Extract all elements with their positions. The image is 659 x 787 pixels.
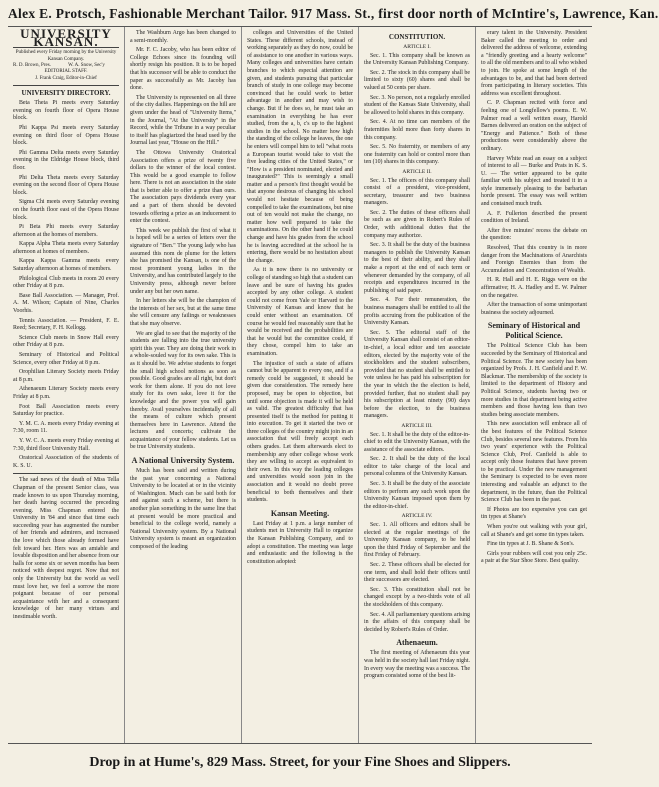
editorial-paragraphs xyxy=(130,30,236,452)
article-paragraph: As it is now there is no university or college of standing so high that a student can leave and be sure of having his grades accepted by any other college. A student could not come from Yale or Harvard to the University of Kansas and know that he could enter without an examination. Of course he would feel reasonably sure that he would be received and the probabilities are that he would but the committee could, if they chose, compel him to take an examination. xyxy=(247,267,354,357)
article-paragraph: Last Friday at 1 p.m. a large number of students met in University Hall to organize the Kansan Publishing Company, and to adopt a constitution. The meeting was large and enthusiastic and the following is the constitution adopted: xyxy=(247,520,353,565)
article-paragraph: The first meeting of Athenaeum this year was held in the society hall last Friday night. In every way the meeting was a success. The program consisted some of the best lit- xyxy=(364,650,470,680)
column-5 xyxy=(476,27,592,743)
directory-entry: Y. W. C. A. meets every Friday evening at 7:30, third floor University Hall. xyxy=(13,437,119,452)
editorial-paragraph: In her letters she will be the champion of the interests of her sex, but at the same time she will censure any failings or weaknesses that she may observe. xyxy=(130,298,236,327)
directory-entry: Kappa Kappa Gamma meets every Saturday afternoon at homes of members. xyxy=(13,258,119,273)
columns-container xyxy=(8,26,592,744)
article-paragraph: Fine tin types at J. B. Shane & Son's. xyxy=(487,541,575,548)
directory-entry: Y. M. C. A. meets every Friday evening at 7:30, room 11. xyxy=(13,420,119,435)
directory-entry: Beta Theta Pi meets every Saturday evening on fourth floor of Opera House block. xyxy=(13,100,119,122)
constitution-section: Sec. 4. All parliamentary questions arising in the affairs of this company shall be decided by Robert's Rules of Order. xyxy=(364,611,470,633)
editorial-paragraph: This week we publish the first of what it is hoped will be a series of letters over the signature of "Ben." The young lady who has assumed this nom de plume for the letters she has promised the Kansan, is one of the most prominent young ladies in the University, and has contributed largely to the University press, although never before under any but her own name. xyxy=(130,227,237,295)
constitution-section: Sec. 5. The editorial staff of the University Kansan shall consist of an editor-in-chief, a local editor and ten associate editors, elected by the majority vote of the stockholders and the student subscribers, provided that no student shall be entitled to vote unless he has paid his subscription for the year in which the the election is held, provided further, that no student shall pay his subscription at least ninety (90) days before the election, to the business managers. xyxy=(364,329,470,420)
article-paragraphs xyxy=(481,30,587,317)
article-paragraphs xyxy=(247,521,353,567)
staff-heading: EDITORIAL STAFF. xyxy=(44,69,88,75)
article-paragraph: Harvey White read an essay on a subject of interest to all — Burke and Prats in K. S. U. — The writer appeared to be quite familiar with his subject and treated it in a style immensely pleasing to the barbarian horde present. The essay was well written and contained much truth. xyxy=(481,155,587,208)
editorial-paragraph: The Washburn Argo has been changed to a semi-monthly. xyxy=(130,30,236,44)
header-ad-text: Alex E. Protsch, Fashionable Merchant Tailor. 917 Mass. St., first door north of McIntire's, Lawrence, Kan. xyxy=(8,6,659,21)
directory-entry: Sigma Chi meets every Saturday evening on the fourth floor east of the Opera House block. xyxy=(13,199,119,221)
constitution-section: Sec. 3. This constitution shall not be changed except by a two-thirds vote of all the stockholders of this company. xyxy=(364,586,470,608)
constitution-section: Sec. 2. These officers shall be elected for one term, and shall hold their offices until their successors are elected. xyxy=(364,562,470,584)
constitution-section: Sec. 2. The stock in this company shall be limited to sixty (60) shares and shall be valued at 50 cents per share. xyxy=(364,69,470,91)
article-paragraph: Much has been said and written during the past year concerning a National University to be located at or in the vicinity of Washington. Much can be said both for and against such a scheme, but there is another plan something in the same line that at present would be more practical and beneficial to the college world, namely a National University system. By a National University system is meant an organization composed of the leading xyxy=(130,468,236,550)
article-paragraph: Resolved, That this country is in more danger from the Machinations of Anarchists and Foreign Enemies than from the Accumulation and Concentration of Wealth. xyxy=(481,245,587,274)
directory-entry: Kappa Alpha Theta meets every Saturday afternoon at homes of members. xyxy=(13,241,119,255)
constitution-section: Sec. 4. At no time can members of the fraternities hold more than forty shares in this company. xyxy=(364,119,470,141)
constitution-section: Sec. 1. It shall be the duty of the editor-in-chief to edit the University Kansan, with the assistance of the associate editors. xyxy=(364,431,470,453)
divider xyxy=(13,473,119,474)
article-paragraph: The sad news of the death of Miss Tella Chapman of the present Senior class, was made known to us upon Thursday morning, her death having occurred the preceding evening. Miss Chapman entered the University in '84 and since that time each succeeding year has augmented the number of her friends and admirers, and increased the love which those already formed have felt toward her. Hers was an amiable and lovable disposition and her absence from our halls for some six or seven months has been noticed with deepest regret. Now that not only the University but the world as well must love her, we feel a sorrow the more poignant because of our personal acquaintance with her and a consequent knowledge of her many virtues and inestimable worth. xyxy=(13,477,120,620)
constitution-section: Sec. 3. It shall be the duty of the business managers to publish the University Kansan to the best of their ability, and they shall make a report at the end of each term or whenever demanded by the company, of all receipts and expenditures incurred in the publishing of said paper. xyxy=(364,242,470,294)
directory-entry: Phi Gamma Delta meets every Saturday evening in the Eldridge House block, third floor. xyxy=(13,149,119,171)
staff-entry: R. D. Brown, Pres. xyxy=(13,63,51,69)
article-paragraph: A. F. Fullerton described the present condition of Ireland. xyxy=(481,210,587,225)
editor-in-chief: J. Frank Craig, Editor-in-Chief xyxy=(35,75,97,81)
article-paragraph: After the transaction of some unimportant business the society adjourned. xyxy=(481,302,587,316)
constitution-section: Sec. 1. This company shall be known as the University Kansan Publishing Company. xyxy=(364,52,470,67)
article-number: ARTICLE II. xyxy=(402,168,432,175)
article-paragraphs xyxy=(247,30,353,505)
article-paragraph: Girls your rubbers will cost you only 25c. a pair at the Star Shoe Store. Best quality. xyxy=(481,550,587,565)
constitution-section: Sec. 3. No person, not a regularly enrolled student of the Kansas State University, shall be allowed to hold shares in this company. xyxy=(364,94,470,116)
directory-entry: Athenaeum Literary Society meets every Friday at 8 p.m. xyxy=(13,386,119,400)
directory-entry: Phi Delta Theta meets every Saturday evening on the second floor of Opera House block. xyxy=(13,174,119,196)
constitution-sections xyxy=(364,178,470,421)
constitution-section: Sec. 2. The duties of these officers shall be such as are given in Robert's Rules of Order, with additional duties that the company may authorize. xyxy=(364,209,470,239)
directory-entry: Pi Beta Phi meets every Saturday afternoon at the homes of members. xyxy=(13,224,119,238)
header-advertisement xyxy=(8,6,659,22)
constitution-sections xyxy=(364,53,470,167)
constitution-sections xyxy=(364,432,470,512)
constitution-section: Sec. 1. All officers and editors shall be elected at the regular meetings of the University Kansan company, to be held upon the third Friday of September and the first Friday of February. xyxy=(364,522,470,559)
article-paragraph: The injustice of such a state of affairs cannot but be apparent to every one, and if a remedy could be suggested, it should be given due consideration. The remedy here proposed, may be open to objection, but until some objection is made it will be held as valid. The greatest difficulty that has presented itself is the method for putting it into execution. To get it started the two or three colleges of the country might join in an association that will freely accept each others grades. Let them afterwards elect to membership any other college whose work they are willing to accept as equivalent to their own. In this way the leading colleges and universities would soon join in the association and it would no doubt prove beneficial to both themselves and their students. xyxy=(247,360,354,504)
article-paragraphs xyxy=(130,468,236,552)
article-number: ARTICLE III. xyxy=(401,422,433,429)
directory-entry: Foot Ball Association meets every Saturday for practice. xyxy=(13,403,119,418)
article-paragraph: After five minutes' recess the debate on the question: xyxy=(481,227,587,242)
article-paragraphs xyxy=(481,343,587,566)
masthead-title: UNIVERSITY KANSAN. xyxy=(13,30,119,48)
article-paragraph: This new association will embrace all of the best features of the Political Science Club, besides several new features. From his two years' experience with the Political Science Club, Prof. Canfield is able to accept only those features that have proven to be practical. Under the new management the Seminary is expected to be even more interesting and valuable an adjunct to the department, in the future, than the Political Science Club has been in the past. xyxy=(481,421,587,504)
article-paragraph: C. P. Chapman recited with force and feeling one of Longfellow's poems. E. W. Palmer read a well written essay, Harold Barnes delivered an oration on the subject of "Energy and Patience." Both of these productions were considerably above the ordinary. xyxy=(481,100,587,152)
column-1 xyxy=(8,27,125,743)
directory-heading: UNIVERSITY DIRECTORY. xyxy=(21,89,111,98)
article-number: ARTICLE I. xyxy=(403,44,431,50)
constitution-section: Sec. 5. No fraternity, or members of any one fraternity can hold or control more than ten (10) shares in this company. xyxy=(364,144,470,166)
column-4 xyxy=(359,27,476,743)
directory-entry: Seminary of Historical and Political Science, every other Friday at 8 p.m. xyxy=(13,352,119,366)
editorial-paragraph: We are glad to see that the majority of the students are falling into the true university spirit this year. They are doing their work in a whole-souled way for its own sake. This is as it should be. We advise students to forget the small high school notions as soon as possible. Good grades are all right, but don't work for them alone. If you do not love study for its own sake, love it for the knowledge and the power you will gain thereby. Avail yourselves incidentally of all the means of culture which present themselves here in Lawrence. Attend the lectures and concerts; cultivate the acquaintance of your fellow students. Let us be true University students. xyxy=(130,330,236,451)
article-number: ARTICLE IV. xyxy=(401,513,433,520)
directory-entry: Science Club meets in Snow Hall every other Friday at 8 p.m. xyxy=(13,334,119,349)
article-heading: A National University System. xyxy=(131,456,235,466)
staff-entry: W. A. Snow, Sec'y xyxy=(68,63,105,69)
constitution-sections xyxy=(364,522,470,634)
article-paragraph: H. R. Hall and H. E. Riggs were on the affirmative; H. A. Hadley and E. W. Palmer on the negative. xyxy=(481,277,587,299)
directory-entry: Phi Kappa Psi meets every Saturday evening on third floor of Opera House block. xyxy=(13,124,119,147)
article-paragraph: colleges and Universities of the United States. These different schools, instead of working separately as they do now, could be of assistance to one another in various ways. Many colleges and universities have certain branches to which especial attention are given, and students pursuing that particular branch of study in one college may become convinced that he could work to better advantage in another and may wish to change. But if he does so, he must take an examination in everything he has ever studied, from the a, b, c's up to the highest studies in the school. No matter how high the standing of the college he leaves, the one he enters will compel him to tell "what roots a European tourist would take to visit the five leading cities of the United States," or "How is a president nominated, elected and inaugurated?" This is seemingly a small matter and a person's first thought would be that anyone desirous of changing his school would not hesitate because of being compelled to take the examinations, but nine out of ten would not make the change, no matter how well prepared to take the examinations. On the other hand if he could change and have his grades from the school he is leaving accredited at the school he is entering, there would be no hesitation about the change. xyxy=(247,30,353,264)
directory-entry: Base Ball Association. — Manager, Prof. A. M. Wilson; Captain of Nine, Charles Voorhis. xyxy=(13,292,119,315)
constitution-heading: CONSTITUTION. xyxy=(388,33,446,41)
column-2 xyxy=(125,27,242,743)
constitution-section: Sec. 2. It shall be the duty of the local editor to take charge of the local and personal columns of the University Kansan. xyxy=(364,456,470,478)
article-heading: Athenaeum. xyxy=(396,638,438,648)
constitution-section: Sec. 1. The officers of this company shall consist of a president, vice-president, secretary, treasurer and two business managers. xyxy=(364,177,470,207)
article-paragraphs xyxy=(364,650,470,680)
article-paragraph: If Photos are too expensive you can get tin types at Shane's xyxy=(481,506,587,521)
article-heading: Kansan Meeting. xyxy=(270,508,330,518)
footer-advertisement: Drop in at Hume's, 829 Mass. Street, for your Fine Shoes and Slippers. xyxy=(89,755,511,770)
article-paragraph: The Political Science Club has been succeeded by the Seminary of Historical and Political Science. The new society has been organized by Profs. J. H. Canfield and F. W. Blackmar. The membership of the society is limited to the department of History and Political Science, students having two or more studies in that department being active members and those having less than two studies being associate members. xyxy=(481,343,587,418)
directory-entry: Tennis Association. — President, F. E. Reed; Secretary, F. H. Kellogg. xyxy=(13,317,119,332)
directory-entry: Philological Club meets in room 20 every other Friday at 8 p.m. xyxy=(13,275,119,290)
article-heading: Seminary of Historical and Political Science. xyxy=(487,321,581,341)
constitution-section: Sec. 4. For their remuneration, the business managers shall be entitled to all the profits accruing from the publication of the University Kansan. xyxy=(364,297,470,327)
article-paragraph: erary talent in the University. President Baker called the meeting to order and delivered the address of welcome, extending a "friendly greeting and a hearty welcome" to all the old members and to all who wished to join. He spoke at some length of the advantages to be, and that had been derived from participating in literary societies. This address was excellent throughout. xyxy=(481,30,587,97)
constitution-section: Sec. 3. It shall be the duty of the associate editors to perform any such work upon the University Kansan imposed upon them by the editor-in-chief. xyxy=(364,481,470,510)
editorial-paragraph: Mr. F. C. Jacoby, who has been editor of College Echoes since its founding will shortly resign his position. It is to be hoped that his successor will be able to conduct the paper as successfully as Mr. Jacoby has done. xyxy=(130,47,236,92)
column-3 xyxy=(242,27,359,743)
editorial-paragraph: The Ottowa University Oratorical Association offers a prize of twenty five dollars to the winner of the local contest. This would be a good example to follow here. There is not an association in the state that is better able to offer a prize than ours. The association pays dividends every year and a part of them should be devoted towards offering a prize as an inducement to enter the contest. xyxy=(130,149,236,225)
editorial-paragraph: The University is represented on all three of the city dailies. Happenings on the hill are given under the head of "University Items," in the Journal, "At the University" in the Record, while the Tribune in a way peculiar to itself has plagiarized the head used by the Journal last year, "House on the Hill." xyxy=(130,94,236,147)
directory-entry: Oratorical Association of the students of K. S. U. xyxy=(13,455,119,469)
masthead-subtitle: Published every Friday morning by the University Kansan Company. xyxy=(15,50,117,62)
article-paragraph: When you're out walking with your girl, call at Shane's and get some tin types taken. xyxy=(481,524,587,538)
directory-entry: Orophilian Literary Society meets Friday at 8 p.m. xyxy=(13,369,119,383)
directory-list xyxy=(13,100,119,470)
divider xyxy=(13,85,119,86)
